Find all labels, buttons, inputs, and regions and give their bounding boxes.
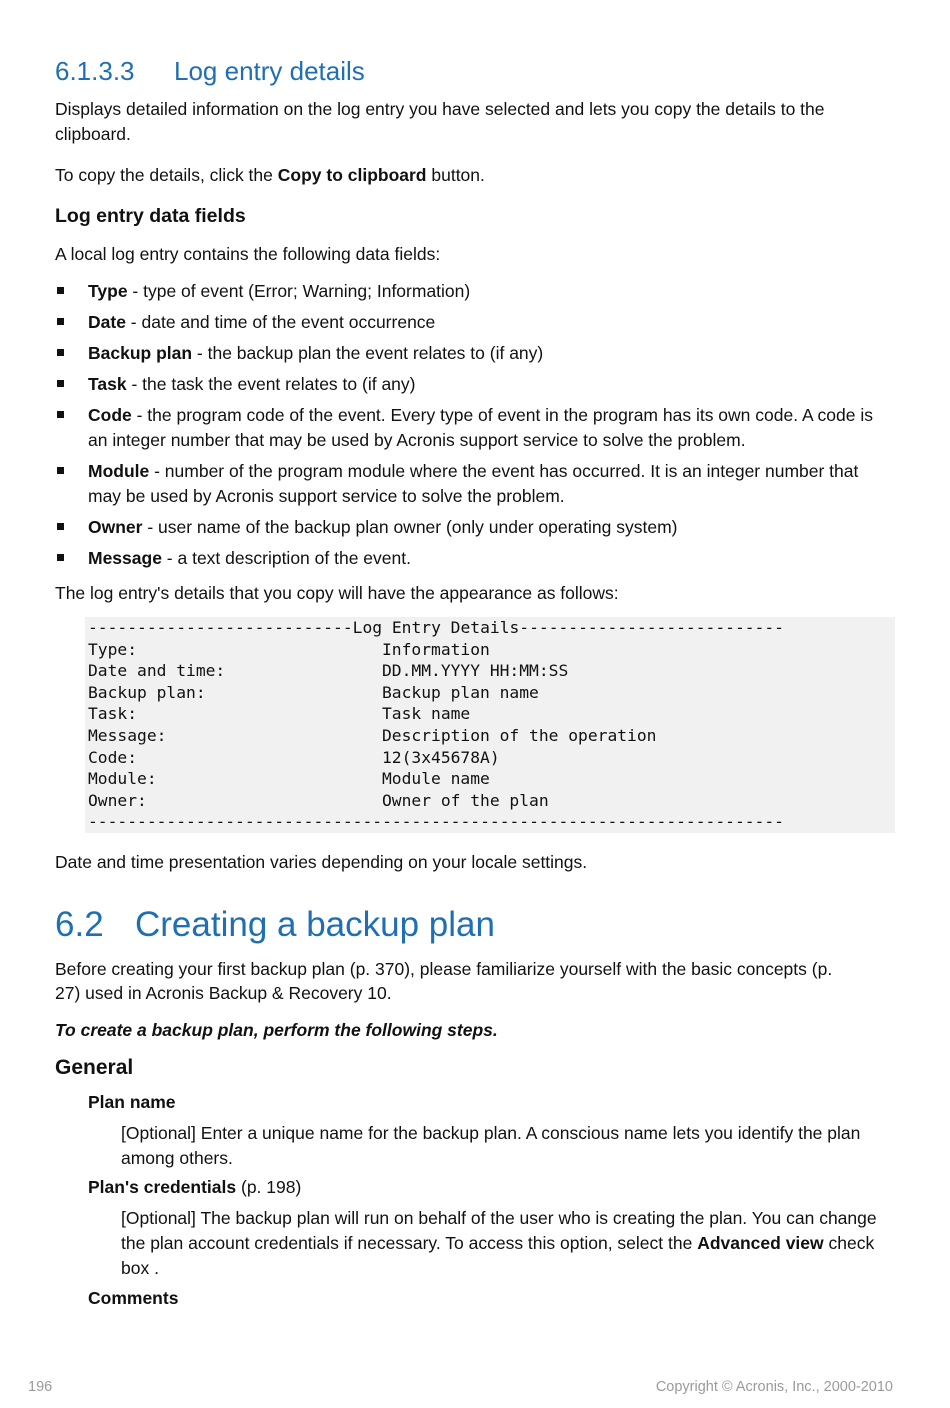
credentials-text-post: check box . <box>121 1233 875 1278</box>
fields-heading: Log entry data fields <box>55 205 246 227</box>
field-desc: - type of event (Error; Warning; Information) <box>127 281 471 301</box>
list-item <box>55 341 895 366</box>
section-number: 6.1.3.3 <box>55 56 135 86</box>
code-row <box>88 768 157 790</box>
bullet-icon <box>57 287 64 294</box>
intro-paragraph: Displays detailed information on the log entry you have selected and lets you copy the details to the clipboard. <box>55 99 825 144</box>
field-desc: - the task the event relates to (if any) <box>126 374 416 394</box>
section-heading-6-2 <box>55 905 495 945</box>
code-label: Message: <box>88 726 167 745</box>
section-title: Creating a backup plan <box>135 905 495 944</box>
page-number: 196 <box>28 1379 53 1395</box>
code-label: Type: <box>88 639 138 659</box>
field-name: Owner <box>88 517 143 537</box>
list-item <box>55 403 895 453</box>
code-header-line: ---------------------------Log Entry Details--------------------------- <box>88 618 784 637</box>
code-value: Backup plan name <box>382 682 539 702</box>
copyright: Copyright © Acronis, Inc., 2000-2010 <box>655 1379 893 1395</box>
code-label: Owner: <box>88 790 147 810</box>
field-name: Backup plan <box>88 343 193 363</box>
code-label: Code: <box>88 747 138 767</box>
code-row <box>88 747 137 769</box>
code-footer-line: ----------------------------------------------------------------------- <box>88 812 784 832</box>
code-row <box>88 703 137 725</box>
code-value: DD.MM.YYYY HH:MM:SS <box>382 661 569 681</box>
credentials-page-ref: (p. 198) <box>236 1177 302 1197</box>
code-label: Backup plan: <box>88 682 206 702</box>
credentials-label-line <box>88 1175 301 1200</box>
plan-name-label: Plan name <box>88 1092 176 1112</box>
list-item <box>55 546 895 571</box>
field-desc: - date and time of the event occurrence <box>125 312 436 332</box>
code-value: Information <box>382 639 490 659</box>
code-row <box>88 639 137 661</box>
field-desc: - the backup plan the event relates to (if any) <box>192 343 544 363</box>
fields-list <box>55 279 895 577</box>
plan-name-text: [Optional] Enter a unique name for the backup plan. A conscious name lets you identify the plan among others. <box>121 1123 861 1168</box>
bullet-icon <box>57 411 64 418</box>
copy-to-clipboard-term: Copy to clipboard <box>277 165 427 185</box>
list-item <box>55 310 895 335</box>
bullet-icon <box>57 467 64 474</box>
section-62-intro-line2: 27) used in Acronis Backup & Recovery 10. <box>55 983 392 1003</box>
code-value: Description of the operation <box>382 726 657 745</box>
steps-heading: To create a backup plan, perform the following steps. <box>55 1020 498 1040</box>
section-number: 6.2 <box>55 905 104 944</box>
code-label: Task: <box>88 704 138 724</box>
field-desc: - a text description of the event. <box>161 548 411 568</box>
locale-note: Date and time presentation varies depending on your locale settings. <box>55 852 588 872</box>
field-name: Code <box>88 405 132 425</box>
section-heading-6-1-3-3 <box>55 56 365 87</box>
field-name: Message <box>88 548 162 568</box>
bullet-icon <box>57 554 64 561</box>
list-item <box>55 372 895 397</box>
fields-intro: A local log entry contains the following data fields: <box>55 244 441 264</box>
list-item <box>55 515 895 540</box>
bullet-icon <box>57 318 64 325</box>
code-value: Owner of the plan <box>382 790 549 810</box>
field-name: Module <box>88 461 150 481</box>
section-62-intro-line1: Before creating your first backup plan (p. 370), please familiarize yourself with the basic concepts (p. <box>55 959 833 979</box>
appearance-intro: The log entry's details that you copy will have the appearance as follows: <box>55 583 619 603</box>
code-row <box>88 660 225 682</box>
code-value: 12(3x45678A) <box>382 747 500 767</box>
log-details-code-block <box>85 617 895 833</box>
field-name: Type <box>88 281 128 301</box>
code-value: Task name <box>382 704 471 724</box>
section-title: Log entry details <box>174 56 365 86</box>
code-row <box>88 725 166 747</box>
field-desc: - the program code of the event. Every type of event in the program has its own code. A code is an integer number that may be used by Acronis support service to solve the problem. <box>88 405 873 450</box>
copy-instruction-pre: To copy the details, click the <box>55 165 278 185</box>
code-value: Module name <box>382 769 490 789</box>
copy-instruction-post: button. <box>426 165 485 185</box>
field-name: Date <box>88 312 126 332</box>
bullet-icon <box>57 380 64 387</box>
code-row <box>88 682 206 704</box>
copy-instruction <box>55 163 485 188</box>
list-item <box>55 279 895 304</box>
list-item <box>55 459 895 509</box>
comments-label: Comments <box>88 1288 179 1308</box>
credentials-label: Plan's credentials <box>88 1177 237 1197</box>
bullet-icon <box>57 523 64 530</box>
field-name: Task <box>88 374 127 394</box>
credentials-text-pre: [Optional] The backup plan will run on behalf of the user who is creating the plan. You can change the plan account credentials if necessary. To access this option, select the <box>121 1208 877 1253</box>
field-desc: - user name of the backup plan owner (only under operating system) <box>142 517 678 537</box>
credentials-text <box>121 1206 895 1281</box>
code-row <box>88 790 147 812</box>
advanced-view-term: Advanced view <box>697 1233 824 1253</box>
code-label: Date and time: <box>88 661 226 681</box>
general-heading: General <box>55 1056 134 1079</box>
bullet-icon <box>57 349 64 356</box>
code-label: Module: <box>88 769 157 789</box>
field-desc: - number of the program module where the event has occurred. It is an integer number that may be used by Acronis support service to solve the problem. <box>88 461 859 506</box>
